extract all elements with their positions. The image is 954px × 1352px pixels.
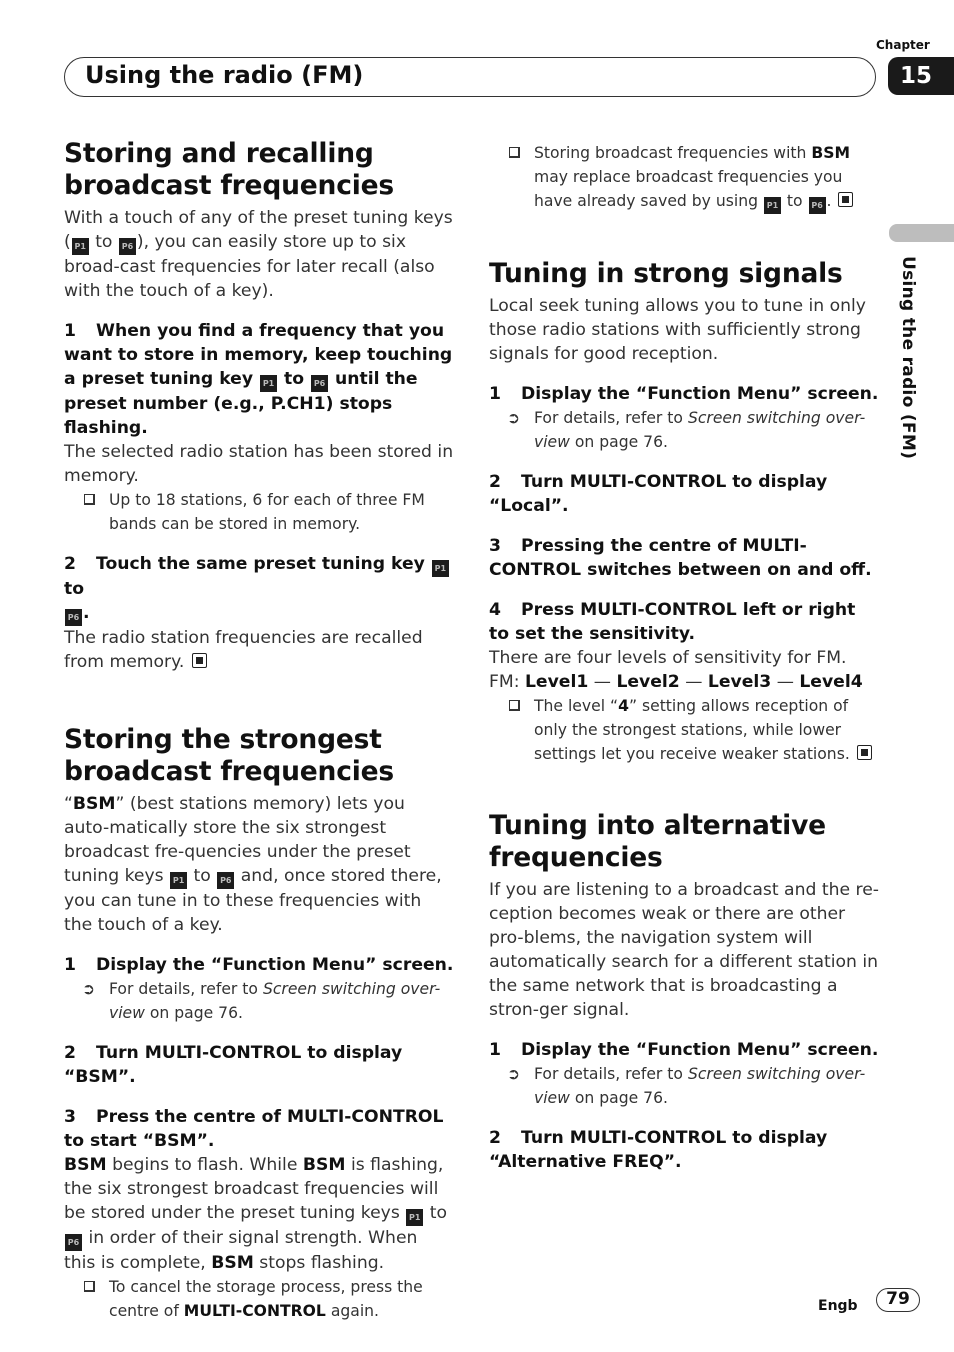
end-of-section-icon xyxy=(857,745,872,760)
note-item: Storing broadcast frequencies with BSM may replace broadcast frequencies you have already saved by using P1 to P6 . xyxy=(489,141,879,214)
step-heading: 2 Turn MULTI-CONTROL to display “Local”. xyxy=(489,472,828,516)
step-heading: 1 When you find a frequency that you want to store in memory, keep touching a preset tuning key P1 to P6 until the preset number (e.g., P.CH1) stops flashing. xyxy=(64,321,453,438)
note-item: The level “4” setting allows reception of only the strongest stations, while lower settings let you receive weaker stations. xyxy=(489,694,879,766)
left-column xyxy=(64,138,454,1323)
step-heading: 2 Touch the same preset tuning key P1 to P6 . xyxy=(64,552,454,626)
arrow-icon: ➲ xyxy=(507,1065,521,1083)
section-intro: If you are listening to a broadcast and the re-ception becomes weak or there are other pro-blems, the navigation system will automatically search for a different station in the same network that is broadcasting a stron-ger signal. xyxy=(489,880,879,1020)
step-heading: 2 Turn MULTI-CONTROL to display “Alternative FREQ”. xyxy=(489,1128,828,1172)
preset-key-p1-icon: P1 xyxy=(764,197,781,214)
step-body: The radio station frequencies are recalled from memory. xyxy=(64,628,423,672)
footer-language: Engb xyxy=(818,1298,858,1314)
note-checkbox-icon xyxy=(84,1281,95,1292)
arrow-icon: ➲ xyxy=(82,980,96,998)
reference-item: ➲ For details, refer to Screen switching over-view on page 76. xyxy=(489,1062,879,1110)
note-item: Up to 18 stations, 6 for each of three FM bands can be stored in memory. xyxy=(64,488,454,536)
note-checkbox-icon xyxy=(509,700,520,711)
step-body: The selected radio station has been stored in memory. xyxy=(64,442,454,486)
section-intro: With a touch of any of the preset tuning keys ( P1 to P6 ), you can easily store up to six broad-cast frequencies for later recall (also with the touch of a key). xyxy=(64,208,453,301)
preset-key-p6-icon: P6 xyxy=(311,375,328,392)
running-header-title: Using the radio (FM) xyxy=(85,61,364,89)
preset-key-p1-icon: P1 xyxy=(406,1209,423,1226)
section-title-alternative-frequencies: Tuning into alternative frequencies xyxy=(489,810,826,873)
reference-item: ➲ For details, refer to Screen switching over-view on page 76. xyxy=(489,406,879,454)
step-heading: 4 Press MULTI-CONTROL left or right to set the sensitivity. xyxy=(489,600,856,644)
end-of-section-icon xyxy=(192,653,207,668)
section-intro: “BSM” (best stations memory) lets you auto-matically store the six strongest broadcast fre-quencies under the preset tuning keys P1 to P6 and, once stored there, you can tune in to these frequencies with the touch of a key. xyxy=(64,794,442,935)
preset-key-p1-icon: P1 xyxy=(170,872,187,889)
section-title-storing-recalling: Storing and recalling broadcast frequencies xyxy=(64,138,394,201)
page-number: 79 xyxy=(876,1288,920,1312)
step-heading: 2 Turn MULTI-CONTROL to display “BSM”. xyxy=(64,1043,403,1087)
preset-key-p6-icon: P6 xyxy=(65,1234,82,1251)
step-heading: 1 Display the “Function Menu” screen. xyxy=(489,1040,879,1060)
side-tab-label: Using the radio (FM) xyxy=(898,256,918,460)
note-item: To cancel the storage process, press the centre of MULTI-CONTROL again. xyxy=(64,1275,454,1323)
step-heading: 1 Display the “Function Menu” screen. xyxy=(489,384,879,404)
note-checkbox-icon xyxy=(509,147,520,158)
step-heading: 3 Pressing the centre of MULTI-CONTROL switches between on and off. xyxy=(489,536,872,580)
arrow-icon: ➲ xyxy=(507,409,521,427)
section-title-storing-strongest: Storing the strongest broadcast frequencies xyxy=(64,724,394,787)
sensitivity-levels: FM: Level1 — Level2 — Level3 — Level4 xyxy=(489,672,863,692)
step-heading: 3 Press the centre of MULTI-CONTROL to start “BSM”. xyxy=(64,1107,444,1151)
chapter-label: Chapter xyxy=(876,38,930,52)
preset-key-p1-icon: P1 xyxy=(432,560,449,577)
preset-key-p6-icon: P6 xyxy=(65,609,82,626)
note-checkbox-icon xyxy=(84,494,95,505)
preset-key-p1-icon: P1 xyxy=(72,238,89,255)
preset-key-p1-icon: P1 xyxy=(260,375,277,392)
side-tab-marker xyxy=(889,224,954,242)
end-of-section-icon xyxy=(838,192,853,207)
step-body: BSM begins to flash. While BSM is flashing, the six strongest broadcast frequencies will be stored under the preset tuning keys P1 to P6 in order of their signal strength. When this is complete, BSM stops flashing. xyxy=(64,1155,447,1273)
running-header xyxy=(64,57,876,97)
step-heading: 1 Display the “Function Menu” screen. xyxy=(64,955,454,975)
preset-key-p6-icon: P6 xyxy=(119,238,136,255)
reference-item: ➲ For details, refer to Screen switching over-view on page 76. xyxy=(64,977,454,1025)
chapter-number: 15 xyxy=(888,57,954,95)
preset-key-p6-icon: P6 xyxy=(217,872,234,889)
preset-key-p6-icon: P6 xyxy=(809,197,826,214)
right-column xyxy=(489,141,879,1174)
section-title-strong-signals: Tuning in strong signals xyxy=(489,258,843,289)
step-body: There are four levels of sensitivity for FM. xyxy=(489,648,847,668)
section-intro: Local seek tuning allows you to tune in only those radio stations with sufficiently strong signals for good reception. xyxy=(489,296,866,364)
